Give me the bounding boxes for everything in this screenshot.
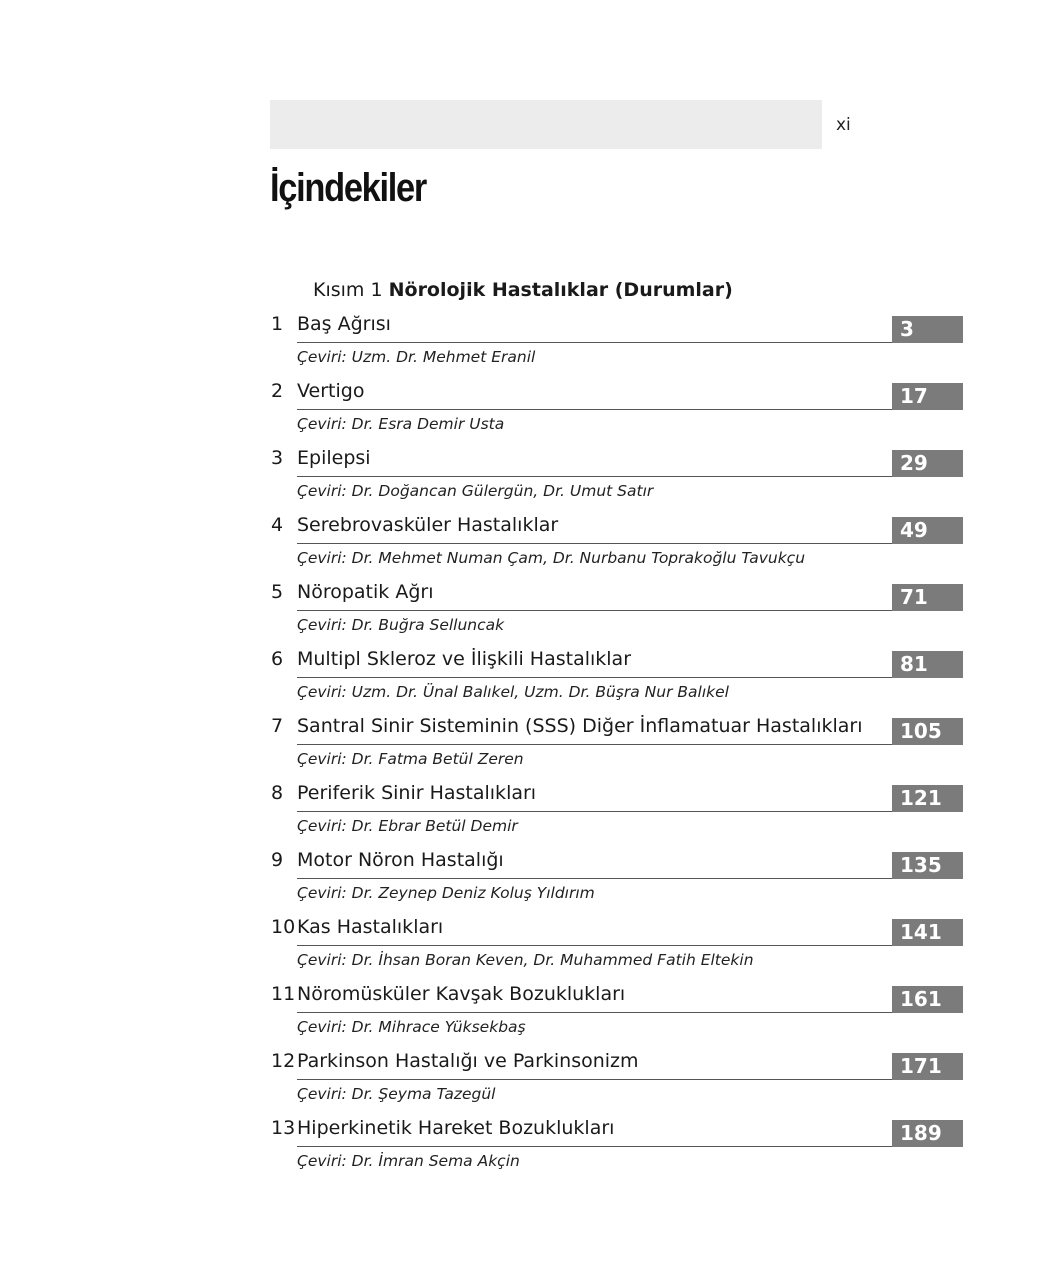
chapter-page[interactable]: 105	[892, 718, 963, 745]
chapter-translator: Çeviri: Dr. Esra Demir Usta	[297, 415, 505, 433]
chapter-title[interactable]: Baş Ağrısı	[297, 313, 391, 335]
entry-rule	[297, 543, 963, 544]
toc-entry[interactable]	[0, 849, 1046, 916]
entry-rule	[297, 409, 963, 410]
chapter-page[interactable]: 17	[892, 383, 963, 410]
entry-rule	[297, 677, 963, 678]
toc-entry[interactable]	[0, 581, 1046, 648]
entry-rule	[297, 878, 963, 879]
chapter-number: 10	[271, 916, 296, 938]
entry-rule	[297, 1079, 963, 1080]
header-band	[270, 100, 822, 149]
chapter-number: 6	[271, 648, 284, 670]
chapter-translator: Çeviri: Dr. İmran Sema Akçin	[297, 1152, 520, 1170]
chapter-translator: Çeviri: Dr. Zeynep Deniz Koluş Yıldırım	[297, 884, 595, 902]
toc-entry[interactable]	[0, 514, 1046, 581]
toc-entry[interactable]	[0, 916, 1046, 983]
toc-entry[interactable]	[0, 447, 1046, 514]
chapter-page[interactable]: 171	[892, 1053, 963, 1080]
chapter-page[interactable]: 71	[892, 584, 963, 611]
chapter-title[interactable]: Hiperkinetik Hareket Bozuklukları	[297, 1117, 615, 1139]
chapter-translator: Çeviri: Dr. Fatma Betül Zeren	[297, 750, 524, 768]
toc-entry[interactable]	[0, 1117, 1046, 1184]
chapter-number: 1	[271, 313, 284, 335]
entry-rule	[297, 1146, 963, 1147]
chapter-title[interactable]: Santral Sinir Sisteminin (SSS) Diğer İnflamatuar Hastalıkları	[297, 715, 863, 737]
chapter-page[interactable]: 189	[892, 1120, 963, 1147]
chapter-page[interactable]: 141	[892, 919, 963, 946]
chapter-translator: Çeviri: Dr. Mihrace Yüksekbaş	[297, 1018, 526, 1036]
entry-rule	[297, 342, 963, 343]
entry-rule	[297, 945, 963, 946]
chapter-translator: Çeviri: Uzm. Dr. Mehmet Eranil	[297, 348, 536, 366]
chapter-number: 12	[271, 1050, 296, 1072]
entry-rule	[297, 1012, 963, 1013]
chapter-translator: Çeviri: Dr. Mehmet Numan Çam, Dr. Nurbanu Toprakoğlu Tavukçu	[297, 549, 806, 567]
chapter-title[interactable]: Multipl Skleroz ve İlişkili Hastalıklar	[297, 648, 632, 670]
chapter-title[interactable]: Kas Hastalıkları	[297, 916, 444, 938]
entry-rule	[297, 811, 963, 812]
chapter-number: 5	[271, 581, 284, 603]
chapter-page[interactable]: 161	[892, 986, 963, 1013]
entry-rule	[297, 476, 963, 477]
chapter-number: 3	[271, 447, 284, 469]
chapter-number: 4	[271, 514, 284, 536]
chapter-page[interactable]: 49	[892, 517, 963, 544]
chapter-page[interactable]: 3	[892, 316, 963, 343]
chapter-translator: Çeviri: Dr. Şeyma Tazegül	[297, 1085, 496, 1103]
page-title: İçindekiler	[270, 166, 426, 210]
chapter-title[interactable]: Periferik Sinir Hastalıkları	[297, 782, 537, 804]
chapter-title[interactable]: Epilepsi	[297, 447, 371, 469]
chapter-title[interactable]: Parkinson Hastalığı ve Parkinsonizm	[297, 1050, 639, 1072]
entry-rule	[297, 744, 963, 745]
toc-entry[interactable]	[0, 648, 1046, 715]
chapter-translator: Çeviri: Dr. Buğra Selluncak	[297, 616, 505, 634]
chapter-page[interactable]: 135	[892, 852, 963, 879]
chapter-number: 2	[271, 380, 284, 402]
chapter-title[interactable]: Nöromüsküler Kavşak Bozuklukları	[297, 983, 626, 1005]
chapter-translator: Çeviri: Dr. İhsan Boran Keven, Dr. Muhammed Fatih Eltekin	[297, 951, 754, 969]
toc-entry[interactable]	[0, 380, 1046, 447]
chapter-number: 13	[271, 1117, 296, 1139]
toc-entry[interactable]	[0, 715, 1046, 782]
toc-entry[interactable]	[0, 1050, 1046, 1117]
part-title: Nörolojik Hastalıklar (Durumlar)	[388, 279, 733, 301]
toc-entry[interactable]	[0, 782, 1046, 849]
chapter-title[interactable]: Serebrovasküler Hastalıklar	[297, 514, 559, 536]
chapter-page[interactable]: 81	[892, 651, 963, 678]
entry-rule	[297, 610, 963, 611]
toc-entry[interactable]	[0, 313, 1046, 380]
part-label: Kısım 1	[313, 279, 383, 301]
chapter-page[interactable]: 121	[892, 785, 963, 812]
chapter-number: 8	[271, 782, 284, 804]
chapter-translator: Çeviri: Uzm. Dr. Ünal Balıkel, Uzm. Dr. Büşra Nur Balıkel	[297, 683, 729, 701]
chapter-title[interactable]: Vertigo	[297, 380, 365, 402]
chapter-number: 9	[271, 849, 284, 871]
chapter-title[interactable]: Nöropatik Ağrı	[297, 581, 434, 603]
chapter-number: 7	[271, 715, 284, 737]
toc-entry[interactable]	[0, 983, 1046, 1050]
chapter-translator: Çeviri: Dr. Doğancan Gülergün, Dr. Umut Satır	[297, 482, 654, 500]
page-number: xi	[836, 115, 851, 135]
chapter-title[interactable]: Motor Nöron Hastalığı	[297, 849, 504, 871]
chapter-page[interactable]: 29	[892, 450, 963, 477]
chapter-number: 11	[271, 983, 296, 1005]
chapter-translator: Çeviri: Dr. Ebrar Betül Demir	[297, 817, 518, 835]
part-heading	[313, 279, 733, 301]
